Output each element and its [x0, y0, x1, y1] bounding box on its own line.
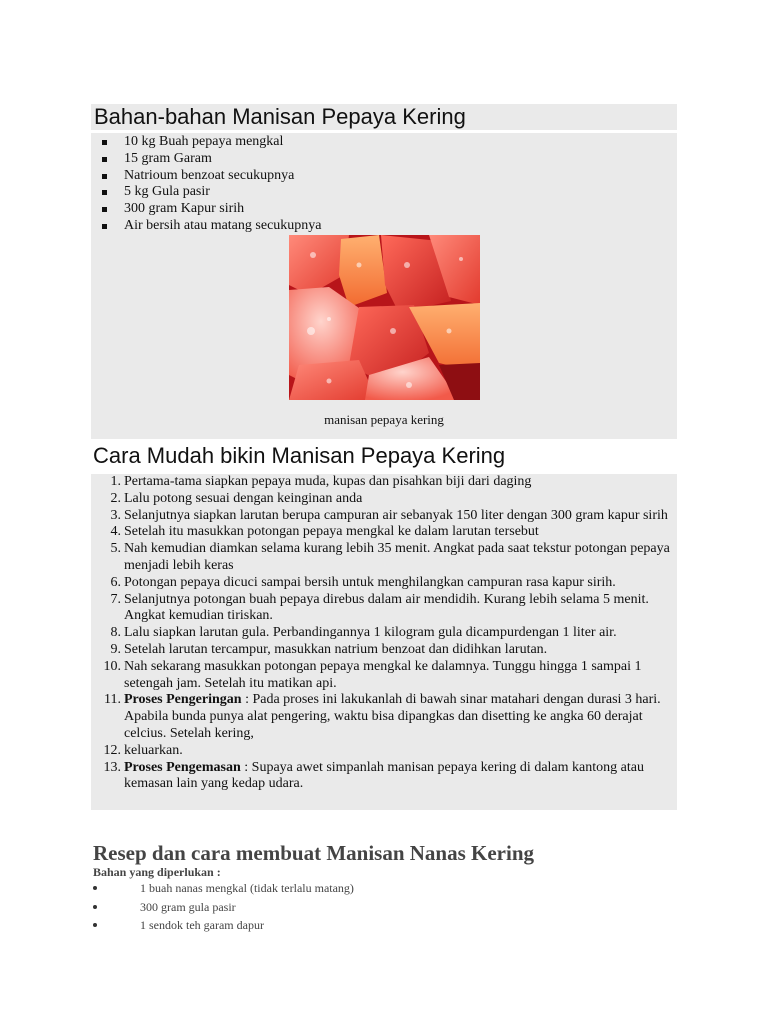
list-item: 1 buah nanas mengkal (tidak terlalu matang) — [93, 879, 653, 898]
list-item: 9. Setelah larutan tercampur, masukkan natrium benzoat dan didihkan larutan. — [110, 641, 548, 657]
list-item: 12. keluarkan. — [103, 742, 183, 758]
papaya-steps-list — [91, 474, 677, 793]
section-2-content — [91, 474, 677, 810]
section-1-title: Bahan-bahan Manisan Pepaya Kering — [94, 104, 466, 129]
list-item: Natrioum benzoat secukupnya — [91, 168, 677, 185]
section-1-title-bar — [91, 104, 677, 130]
list-item: 11. Proses Pengeringan : Pada proses ini lakukanlah di bawah sinar matahari dengan durasi 3 hari. Apabila bunda punya alat pengering, waktu bisa dipangkas dan disetting ke angka 60 derajat celcius. Setelah kering, — [104, 692, 661, 741]
list-item: 4. Setelah itu masukkan potongan pepaya mengkal ke dalam larutan tersebut — [110, 524, 539, 540]
list-item: Air bersih atau matang secukupnya — [91, 218, 677, 235]
list-item: 5 kg Gula pasir — [91, 184, 677, 201]
list-item: 13. Proses Pengemasan : Supaya awet simpanlah manisan pepaya kering di dalam kantong atau kemasan lain yang kedap udara. — [103, 759, 644, 792]
papaya-ingredient-list — [91, 134, 677, 235]
list-item: 7. Selanjutnya potongan buah pepaya direbus dalam air mendidih. Kurang lebih selama 5 menit. Angkat kemudian tiriskan. — [110, 591, 649, 624]
section-3-subtitle: Bahan yang diperlukan : — [93, 865, 221, 879]
section-1-content — [91, 133, 677, 439]
list-item: 3. Selanjutnya siapkan larutan berupa campuran air sebanyak 150 liter dengan 300 gram kapur sirih — [110, 507, 668, 523]
list-item: 300 gram gula pasir — [93, 898, 653, 917]
photo-caption: manisan pepaya kering — [324, 412, 444, 427]
list-item: 300 gram Kapur sirih — [91, 201, 677, 218]
list-item: 6. Potongan pepaya dicuci sampai bersih untuk menghilangkan campuran rasa kapur sirih. — [110, 574, 616, 590]
list-item: 10 kg Buah pepaya mengkal — [91, 134, 677, 151]
list-item: 5. Nah kemudian diamkan selama kurang lebih 35 menit. Angkat pada saat tekstur potongan pepaya menjadi lebih keras — [110, 541, 670, 573]
list-item: 2. Lalu potong sesuai dengan keinginan anda — [110, 490, 363, 506]
list-item: 1 sendok teh garam dapur — [93, 916, 653, 935]
candied-papaya-photo — [289, 235, 480, 400]
section-2-title-bar — [91, 440, 677, 471]
list-item: 15 gram Garam — [91, 151, 677, 168]
section-3-title: Resep dan cara membuat Manisan Nanas Kering — [93, 841, 535, 865]
pineapple-ingredient-list — [93, 879, 653, 935]
list-item: 10. Nah sekarang masukkan potongan pepaya mengkal ke dalamnya. Tunggu hingga 1 sampai 1 setengah jam. Setelah itu matikan api. — [103, 658, 642, 691]
list-item: 8. Lalu siapkan larutan gula. Perbandingannya 1 kilogram gula dicampurdengan 1 liter air. — [110, 625, 617, 641]
list-item: 1. Pertama-tama siapkan pepaya muda, kupas dan pisahkan biji dari daging — [110, 474, 532, 489]
section-2-title: Cara Mudah bikin Manisan Pepaya Kering — [93, 443, 506, 468]
